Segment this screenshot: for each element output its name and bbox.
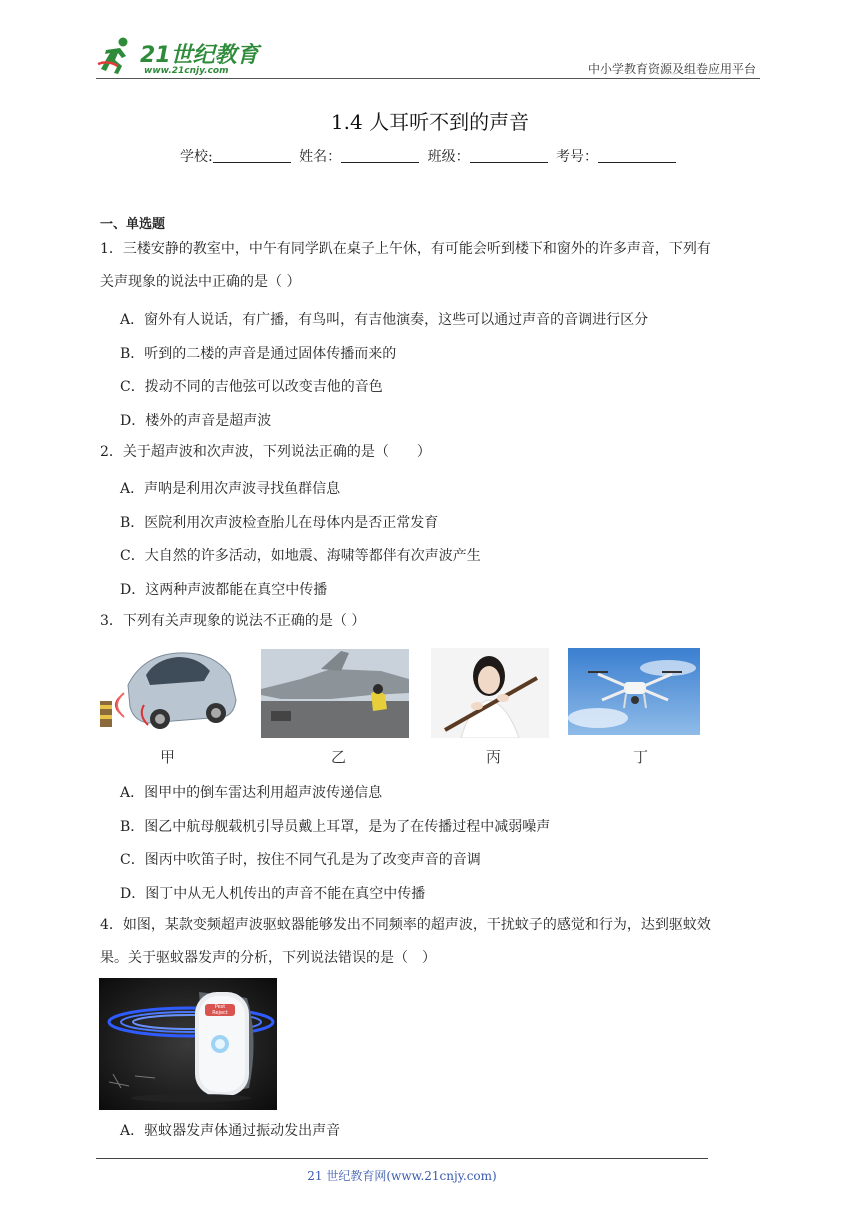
school-label: 学校: bbox=[179, 149, 213, 165]
footer-divider bbox=[96, 1158, 708, 1159]
name-label: 姓名： bbox=[299, 149, 342, 165]
question-4-option-a: A．驱蚊器发声体通过振动发出声音 bbox=[120, 1123, 341, 1139]
figure-ultrasonic-repeller bbox=[99, 978, 277, 1110]
name-field[interactable] bbox=[341, 148, 419, 163]
page-title: 1.4 人耳听不到的声音 bbox=[330, 110, 530, 134]
header-divider bbox=[96, 78, 760, 79]
question-3-option-b: B．图乙中航母舰载机引导员戴上耳罩，是为了在传播过程中减弱噪声 bbox=[120, 819, 551, 835]
device-label bbox=[204, 1004, 236, 1016]
caption-yi: 乙 bbox=[331, 748, 347, 766]
brand-url: www.21cnjy.com bbox=[144, 66, 229, 76]
exam-no-label: 考号： bbox=[556, 149, 599, 165]
question-1-line1: 1．三楼安静的教室中，中午有同学趴在桌子上午休，有可能会听到楼下和窗外的许多声音，下列有 bbox=[100, 241, 711, 257]
question-3-option-d: D．图丁中从无人机传出的声音不能在真空中传播 bbox=[120, 886, 426, 902]
device-label-line1: Pest bbox=[214, 1004, 226, 1010]
brand-name: 21世纪教育 bbox=[140, 43, 259, 68]
platform-name: 中小学教育资源及组卷应用平台 bbox=[587, 62, 756, 76]
section-heading: 一、单选题 bbox=[100, 217, 166, 232]
device-label-line2: Reject bbox=[212, 1010, 228, 1016]
question-1-option-a: A．窗外有人说话，有广播，有鸟叫，有吉他演奏，这些可以通过声音的音调进行区分 bbox=[120, 312, 649, 328]
question-3-option-a: A．图甲中的倒车雷达利用超声波传递信息 bbox=[120, 785, 383, 801]
figure-flute-player bbox=[431, 648, 549, 738]
question-2-line1: 2．关于超声波和次声波，下列说法正确的是（ ） bbox=[100, 444, 431, 460]
question-1-stem bbox=[100, 233, 765, 299]
question-4-stem bbox=[100, 909, 765, 975]
question-1-line2: 关声现象的说法中正确的是（ ） bbox=[100, 274, 301, 290]
question-3-stem bbox=[100, 605, 765, 638]
caption-ding: 丁 bbox=[633, 748, 649, 766]
question-1-option-b: B．听到的二楼的声音是通过固体传播而来的 bbox=[120, 346, 397, 362]
class-field[interactable] bbox=[470, 148, 548, 163]
question-1-option-d: D．楼外的声音是超声波 bbox=[120, 413, 272, 429]
question-2-option-a: A．声呐是利用次声波寻找鱼群信息 bbox=[120, 481, 341, 497]
site-logo bbox=[96, 36, 266, 78]
page-header bbox=[96, 30, 760, 80]
question-3-option-c: C．图丙中吹笛子时，按住不同气孔是为了改变声音的音调 bbox=[120, 852, 481, 868]
question-1-option-c: C．拨动不同的吉他弦可以改变吉他的音色 bbox=[120, 379, 383, 395]
caption-bing: 丙 bbox=[486, 748, 502, 766]
figure-drone bbox=[568, 648, 700, 735]
question-2-option-c: C．大自然的许多活动，如地震、海啸等都伴有次声波产生 bbox=[120, 548, 481, 564]
class-label: 班级： bbox=[427, 149, 470, 165]
figure-aircraft-carrier bbox=[261, 649, 409, 738]
question-2-option-d: D．这两种声波都能在真空中传播 bbox=[120, 582, 328, 598]
question-4-line1: 4．如图，某款变频超声波驱蚊器能够发出不同频率的超声波，干扰蚊子的感觉和行为，达到驱蚊效 bbox=[100, 917, 711, 933]
question-4-line2: 果。关于驱蚊器发声的分析，下列说法错误的是（ ） bbox=[100, 950, 436, 966]
question-3-line1: 3．下列有关声现象的说法不正确的是（ ） bbox=[100, 613, 366, 629]
question-2-stem bbox=[100, 436, 765, 469]
school-field[interactable] bbox=[213, 148, 291, 163]
figure-car-reverse-radar bbox=[98, 645, 238, 735]
runner-logo-icon bbox=[96, 36, 136, 76]
footer-source[interactable]: 21 世纪教育网(www.21cnjy.com) bbox=[307, 1169, 497, 1183]
student-info-line bbox=[0, 146, 860, 166]
caption-jia: 甲 bbox=[160, 748, 176, 766]
exam-no-field[interactable] bbox=[598, 148, 676, 163]
question-2-option-b: B．医院利用次声波检查胎儿在母体内是否正常发育 bbox=[120, 515, 439, 531]
